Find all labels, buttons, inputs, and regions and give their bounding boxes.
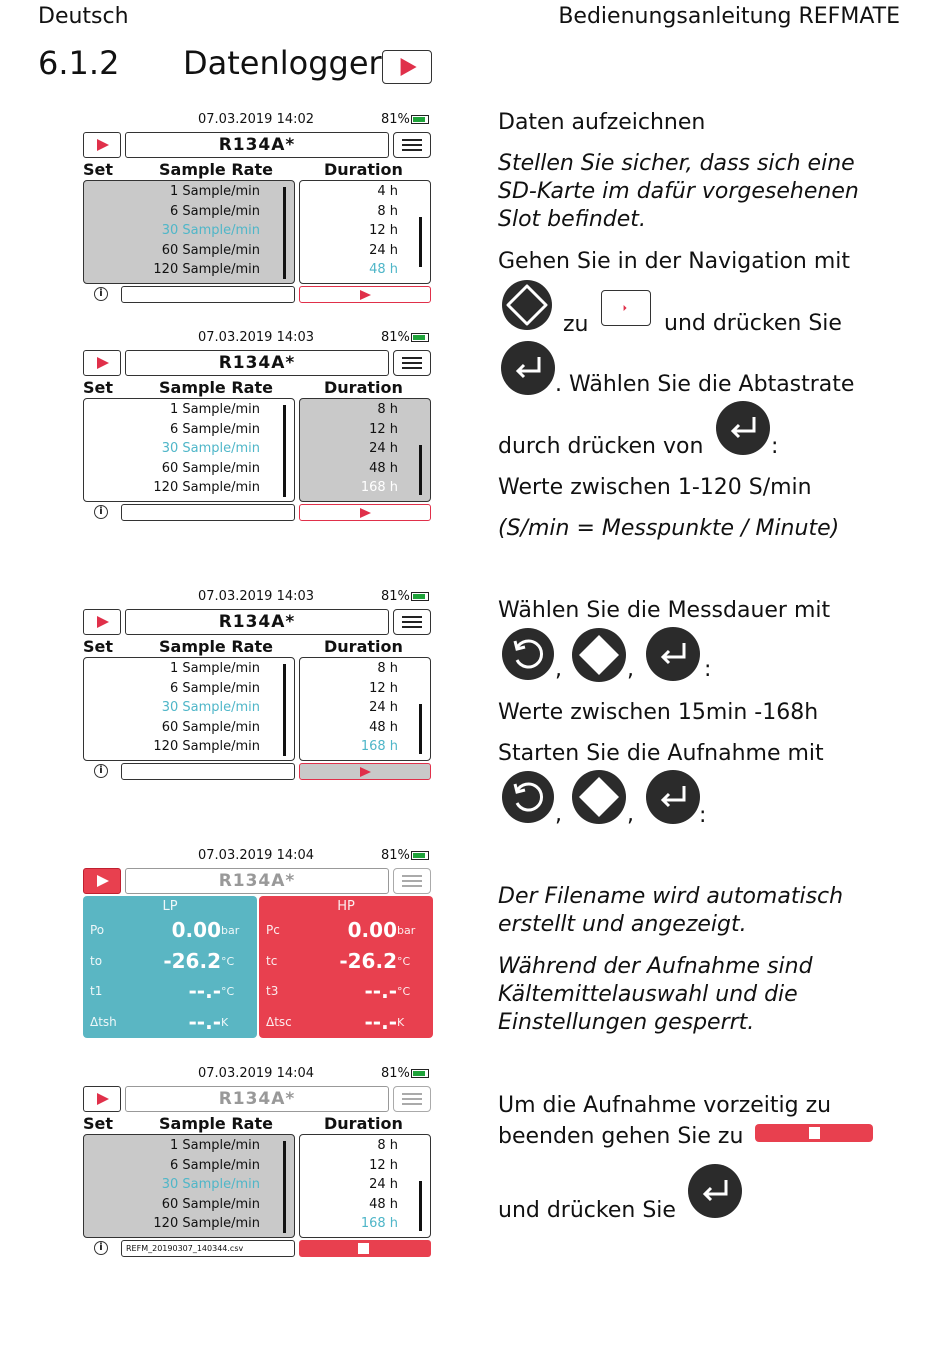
battery-percent: 81% <box>381 1066 410 1081</box>
filename-field <box>121 286 295 303</box>
col-sample-rate: Sample Rate <box>159 160 273 179</box>
status-datetime: 07.03.2019 14:04 <box>198 848 315 863</box>
enter-button-icon <box>716 401 770 455</box>
refrigerant-selector: R134A* <box>125 1086 389 1112</box>
page-header-manual: Bedienungsanleitung REFMATE <box>558 4 900 29</box>
device-screen-2 <box>83 330 433 524</box>
text-comma: , <box>555 802 562 827</box>
value: --.- <box>364 979 397 1003</box>
col-sample-rate: Sample Rate <box>159 1114 273 1133</box>
battery-icon <box>411 851 429 860</box>
list-item[interactable]: 24 h <box>369 1177 398 1192</box>
stop-bar-icon <box>755 1124 873 1142</box>
record-button[interactable] <box>83 132 121 158</box>
play-icon <box>382 50 432 84</box>
text-lock-line-2: Kältemittelauswahl und die <box>498 982 798 1007</box>
section-title: Datenlogger <box>183 44 382 82</box>
device-screen-measurement <box>83 848 433 1042</box>
col-set: Set <box>83 1114 114 1133</box>
text-filename-line-2: erstellt und angezeigt. <box>498 912 747 937</box>
list-item[interactable]: 8 h <box>377 204 398 219</box>
start-button[interactable] <box>299 286 431 303</box>
rotate-back-icon <box>502 771 554 823</box>
enter-button-icon <box>646 770 700 824</box>
filename-field <box>121 504 295 521</box>
rotate-back-icon <box>502 628 554 680</box>
value: 0.00 <box>347 918 397 942</box>
sample-rate-list[interactable] <box>83 398 295 502</box>
info-icon[interactable]: i <box>94 505 108 519</box>
list-item[interactable]: 60 Sample/min <box>161 243 260 258</box>
text-colon: : <box>771 434 779 459</box>
scrollbar[interactable] <box>419 1181 422 1231</box>
col-duration: Duration <box>324 160 403 179</box>
list-item[interactable]: 48 h <box>369 461 398 476</box>
list-item[interactable]: 48 h <box>369 262 398 277</box>
duration-list[interactable] <box>299 398 431 502</box>
value: --.- <box>188 979 221 1003</box>
value-unit: bar <box>221 924 240 937</box>
menu-icon[interactable] <box>393 132 431 158</box>
value-label: tc <box>266 954 278 968</box>
device-screen-1 <box>83 112 433 306</box>
list-item[interactable]: 8 h <box>377 661 398 676</box>
value-unit: K <box>221 1016 229 1029</box>
text-start-line: Starten Sie die Aufnahme mit <box>498 741 824 766</box>
list-item[interactable]: 6 Sample/min <box>169 1158 260 1173</box>
enter-button-icon <box>688 1164 742 1218</box>
info-icon[interactable]: i <box>94 287 108 301</box>
navigation-pad-icon <box>572 628 626 682</box>
text-comma: , <box>627 657 634 682</box>
duration-list[interactable] <box>299 657 431 761</box>
value-label: Pc <box>266 923 280 937</box>
list-item[interactable]: 120 Sample/min <box>153 739 260 754</box>
text-und-druecken: und drücken Sie <box>664 311 842 336</box>
list-item[interactable]: 168 h <box>360 1216 398 1231</box>
stop-button[interactable] <box>299 1240 431 1257</box>
status-datetime: 07.03.2019 14:02 <box>198 112 315 127</box>
list-item[interactable]: 60 Sample/min <box>161 461 260 476</box>
start-button[interactable] <box>299 504 431 521</box>
value-unit: bar <box>397 924 416 937</box>
refrigerant-selector[interactable]: R134A* <box>125 350 389 376</box>
list-item[interactable]: 30 Sample/min <box>161 1177 260 1192</box>
device-screen-3 <box>83 589 433 783</box>
battery-icon <box>411 115 429 124</box>
value: -26.2 <box>163 949 221 973</box>
panel-head: HP <box>337 899 355 914</box>
play-icon <box>601 290 651 326</box>
value-unit: °C <box>221 955 235 968</box>
text-stop-line-2: beenden gehen Sie zu <box>498 1124 744 1149</box>
col-sample-rate: Sample Rate <box>159 637 273 656</box>
list-item[interactable]: 24 h <box>369 243 398 258</box>
list-item[interactable]: 30 Sample/min <box>161 223 260 238</box>
col-duration: Duration <box>324 637 403 656</box>
battery-icon <box>411 592 429 601</box>
section-number: 6.1.2 <box>38 44 120 82</box>
info-icon[interactable]: i <box>94 764 108 778</box>
list-item[interactable]: 30 Sample/min <box>161 441 260 456</box>
list-item[interactable]: 12 h <box>369 1158 398 1173</box>
text-duration-line: Wählen Sie die Messdauer mit <box>498 598 831 623</box>
subheading-record-data: Daten aufzeichnen <box>498 110 706 135</box>
status-datetime: 07.03.2019 14:04 <box>198 1066 315 1081</box>
enter-button-icon <box>646 627 700 681</box>
menu-icon <box>393 1086 431 1112</box>
text-comma: , <box>555 657 562 682</box>
menu-icon[interactable] <box>393 350 431 376</box>
battery-percent: 81% <box>381 848 410 863</box>
value: --.- <box>188 1010 221 1034</box>
status-datetime: 07.03.2019 14:03 <box>198 589 315 604</box>
list-item[interactable]: 168 h <box>360 480 398 495</box>
value-unit: °C <box>397 985 411 998</box>
col-duration: Duration <box>324 1114 403 1133</box>
value-label: Δtsh <box>90 1015 117 1029</box>
filename-field <box>121 763 295 780</box>
value: --.- <box>364 1010 397 1034</box>
list-item[interactable]: 12 h <box>369 681 398 696</box>
scrollbar[interactable] <box>419 445 422 495</box>
text-rate-line-1: . Wählen Sie die Abtastrate <box>555 372 855 397</box>
list-item[interactable]: 1 Sample/min <box>169 1138 260 1153</box>
sample-rate-list[interactable] <box>83 180 295 284</box>
list-item[interactable]: 60 Sample/min <box>161 1197 260 1212</box>
device-screen-recording <box>83 1066 433 1260</box>
value: 0.00 <box>171 918 221 942</box>
battery-percent: 81% <box>381 589 410 604</box>
scrollbar[interactable] <box>283 187 286 279</box>
text-range-duration: Werte zwischen 15min -168h <box>498 700 819 725</box>
record-button[interactable] <box>83 350 121 376</box>
text-comma: , <box>627 802 634 827</box>
value-label: Δtsc <box>266 1015 292 1029</box>
sample-rate-list[interactable] <box>83 657 295 761</box>
list-item[interactable]: 1 Sample/min <box>169 184 260 199</box>
value-unit: °C <box>221 985 235 998</box>
battery-percent: 81% <box>381 330 410 345</box>
scrollbar[interactable] <box>283 664 286 756</box>
list-item[interactable]: 24 h <box>369 700 398 715</box>
list-item[interactable]: 24 h <box>369 441 398 456</box>
text-nav-line: Gehen Sie in der Navigation mit <box>498 249 851 274</box>
value-label: to <box>90 954 103 968</box>
text-rate-line-2: durch drücken von <box>498 434 704 459</box>
text-sd-line-3: Slot befindet. <box>498 207 646 232</box>
value-label: Po <box>90 923 105 937</box>
list-item[interactable]: 168 h <box>360 739 398 754</box>
filename-field: REFM_20190307_140344.csv <box>121 1240 295 1257</box>
start-button[interactable] <box>299 763 431 780</box>
refrigerant-selector: R134A* <box>125 868 389 894</box>
battery-icon <box>411 1069 429 1078</box>
info-icon[interactable]: i <box>94 1241 108 1255</box>
list-item[interactable]: 8 h <box>377 1138 398 1153</box>
text-stop-line-3: und drücken Sie <box>498 1198 676 1223</box>
list-item[interactable]: 4 h <box>377 184 398 199</box>
list-item[interactable]: 8 h <box>377 402 398 417</box>
status-datetime: 07.03.2019 14:03 <box>198 330 315 345</box>
battery-icon <box>411 333 429 342</box>
col-set: Set <box>83 637 114 656</box>
scrollbar[interactable] <box>283 1141 286 1233</box>
list-item[interactable]: 60 Sample/min <box>161 720 260 735</box>
scrollbar[interactable] <box>283 405 286 497</box>
text-zu: zu <box>563 312 589 337</box>
text-sd-line-1: Stellen Sie sicher, dass sich eine <box>498 151 855 176</box>
list-item[interactable]: 1 Sample/min <box>169 661 260 676</box>
navigation-pad-icon <box>572 770 626 824</box>
text-filename-line-1: Der Filename wird automatisch <box>498 884 844 909</box>
duration-list[interactable] <box>299 1134 431 1238</box>
panel-head: LP <box>162 899 178 914</box>
list-item[interactable]: 6 Sample/min <box>169 422 260 437</box>
value-unit: K <box>397 1016 405 1029</box>
text-lock-line-3: Einstellungen gesperrt. <box>498 1010 755 1035</box>
col-sample-rate: Sample Rate <box>159 378 273 397</box>
list-item[interactable]: 120 Sample/min <box>153 480 260 495</box>
value-label: t3 <box>266 984 279 998</box>
high-pressure-panel <box>259 896 433 1038</box>
list-item[interactable]: 6 Sample/min <box>169 204 260 219</box>
col-set: Set <box>83 378 114 397</box>
list-item[interactable]: 48 h <box>369 1197 398 1212</box>
text-lock-line-1: Während der Aufnahme sind <box>498 954 813 979</box>
text-sd-line-2: SD-Karte im dafür vorgesehenen <box>498 179 859 204</box>
list-item[interactable]: 12 h <box>369 223 398 238</box>
list-item[interactable]: 6 Sample/min <box>169 681 260 696</box>
record-button[interactable] <box>83 609 121 635</box>
navigation-pad-icon <box>502 280 552 330</box>
col-duration: Duration <box>324 378 403 397</box>
value-unit: °C <box>397 955 411 968</box>
value: -26.2 <box>339 949 397 973</box>
refrigerant-selector[interactable]: R134A* <box>125 132 389 158</box>
enter-button-icon <box>501 341 555 395</box>
list-item[interactable]: 120 Sample/min <box>153 262 260 277</box>
text-rate-note: (S/min = Messpunkte / Minute) <box>498 516 840 541</box>
text-stop-line-1: Um die Aufnahme vorzeitig zu <box>498 1093 832 1118</box>
col-set: Set <box>83 160 114 179</box>
low-pressure-panel <box>83 896 257 1038</box>
scrollbar[interactable] <box>419 704 422 754</box>
page-header-language: Deutsch <box>38 4 129 29</box>
sample-rate-list[interactable] <box>83 1134 295 1238</box>
menu-icon[interactable] <box>393 609 431 635</box>
record-button[interactable] <box>83 868 121 894</box>
list-item[interactable]: 30 Sample/min <box>161 700 260 715</box>
record-button[interactable] <box>83 1086 121 1112</box>
list-item[interactable]: 120 Sample/min <box>153 1216 260 1231</box>
duration-list[interactable] <box>299 180 431 284</box>
text-range-rate: Werte zwischen 1-120 S/min <box>498 475 812 500</box>
list-item[interactable]: 12 h <box>369 422 398 437</box>
value-label: t1 <box>90 984 103 998</box>
battery-percent: 81% <box>381 112 410 127</box>
text-colon: : <box>699 803 707 828</box>
refrigerant-selector[interactable]: R134A* <box>125 609 389 635</box>
scrollbar[interactable] <box>419 217 422 267</box>
text-colon: : <box>704 657 712 682</box>
list-item[interactable]: 1 Sample/min <box>169 402 260 417</box>
menu-icon <box>393 868 431 894</box>
list-item[interactable]: 48 h <box>369 720 398 735</box>
